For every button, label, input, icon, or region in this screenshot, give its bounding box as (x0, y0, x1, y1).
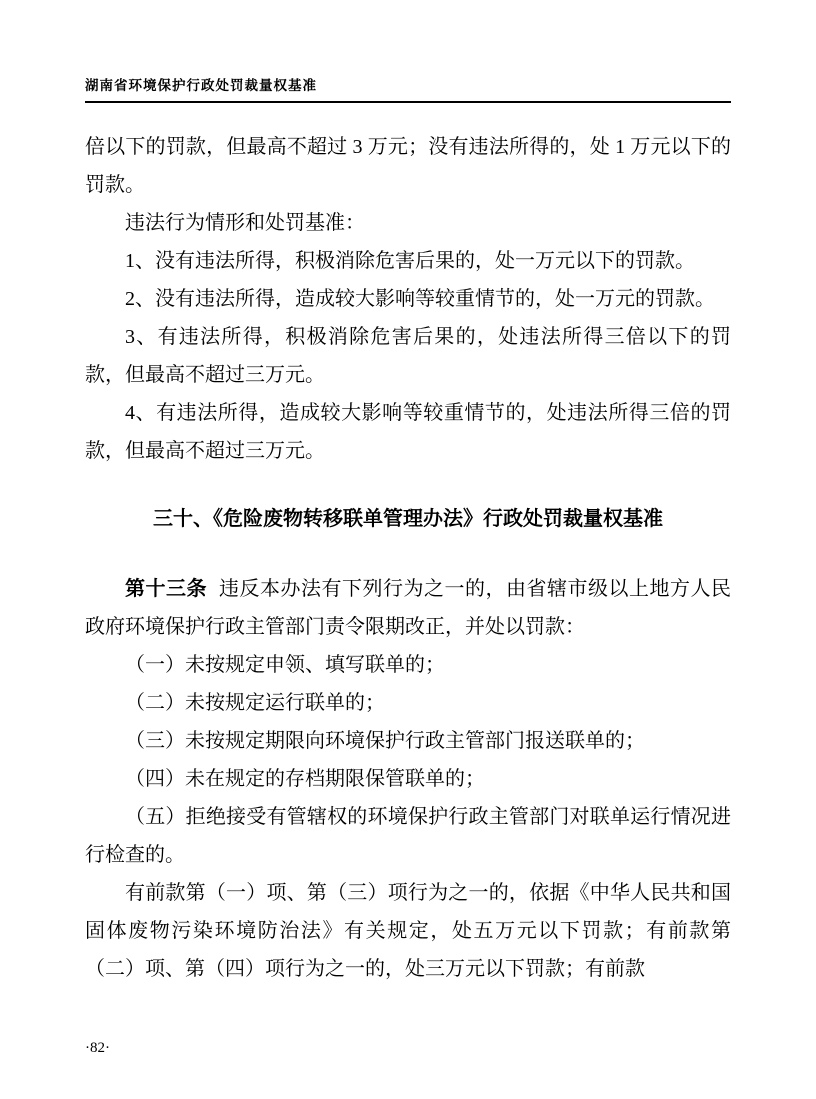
article-text: 违反本办法有下列行为之一的，由省辖市级以上地方人民政府环境保护行政主管部门责令限期改正，并处以罚款： (85, 578, 731, 638)
list-item-1: （一）未按规定申领、填写联单的； (125, 654, 445, 676)
article-label: 第十三条 (125, 578, 207, 600)
list-item-3: （三）未按规定期限向环境保护行政主管部门报送联单的； (125, 730, 645, 752)
list-item-2: （二）未按规定运行联单的； (125, 692, 385, 714)
penalty-item-2: 2、没有违法所得，造成较大影响等较重情节的，处一万元的罚款。 (125, 288, 715, 310)
document-content (85, 128, 731, 988)
page-number: ·82· (85, 1040, 110, 1056)
article-paragraph (85, 570, 731, 646)
header-title: 湖南省环境保护行政处罚裁量权基准 (85, 78, 317, 93)
page-footer (85, 1040, 110, 1057)
section-heading: 三十、《危险废物转移联单管理办法》行政处罚裁量权基准 (153, 508, 663, 530)
running-header (85, 74, 731, 103)
intro-paragraph: 违法行为情形和处罚基准： (125, 212, 365, 234)
closing-paragraph: 有前款第（一）项、第（三）项行为之一的，依据《中华人民共和国固体废物污染环境防治法》有关规定，处五万元以下罚款；有前款第（二）项、第（四）项行为之一的，处三万元以下罚款；有前款 (85, 882, 731, 980)
continuation-paragraph: 倍以下的罚款，但最高不超过 3 万元；没有违法所得的，处 1 万元以下的罚款。 (85, 136, 731, 196)
penalty-item-3: 3、有违法所得，积极消除危害后果的，处违法所得三倍以下的罚款，但最高不超过三万元。 (85, 326, 731, 386)
penalty-item-1: 1、没有违法所得，积极消除危害后果的，处一万元以下的罚款。 (125, 250, 695, 272)
list-item-5: （五）拒绝接受有管辖权的环境保护行政主管部门对联单运行情况进行检查的。 (85, 806, 731, 866)
list-item-4: （四）未在规定的存档期限保管联单的； (125, 768, 485, 790)
penalty-item-4: 4、有违法所得，造成较大影响等较重情节的，处违法所得三倍的罚款，但最高不超过三万元。 (85, 402, 731, 462)
